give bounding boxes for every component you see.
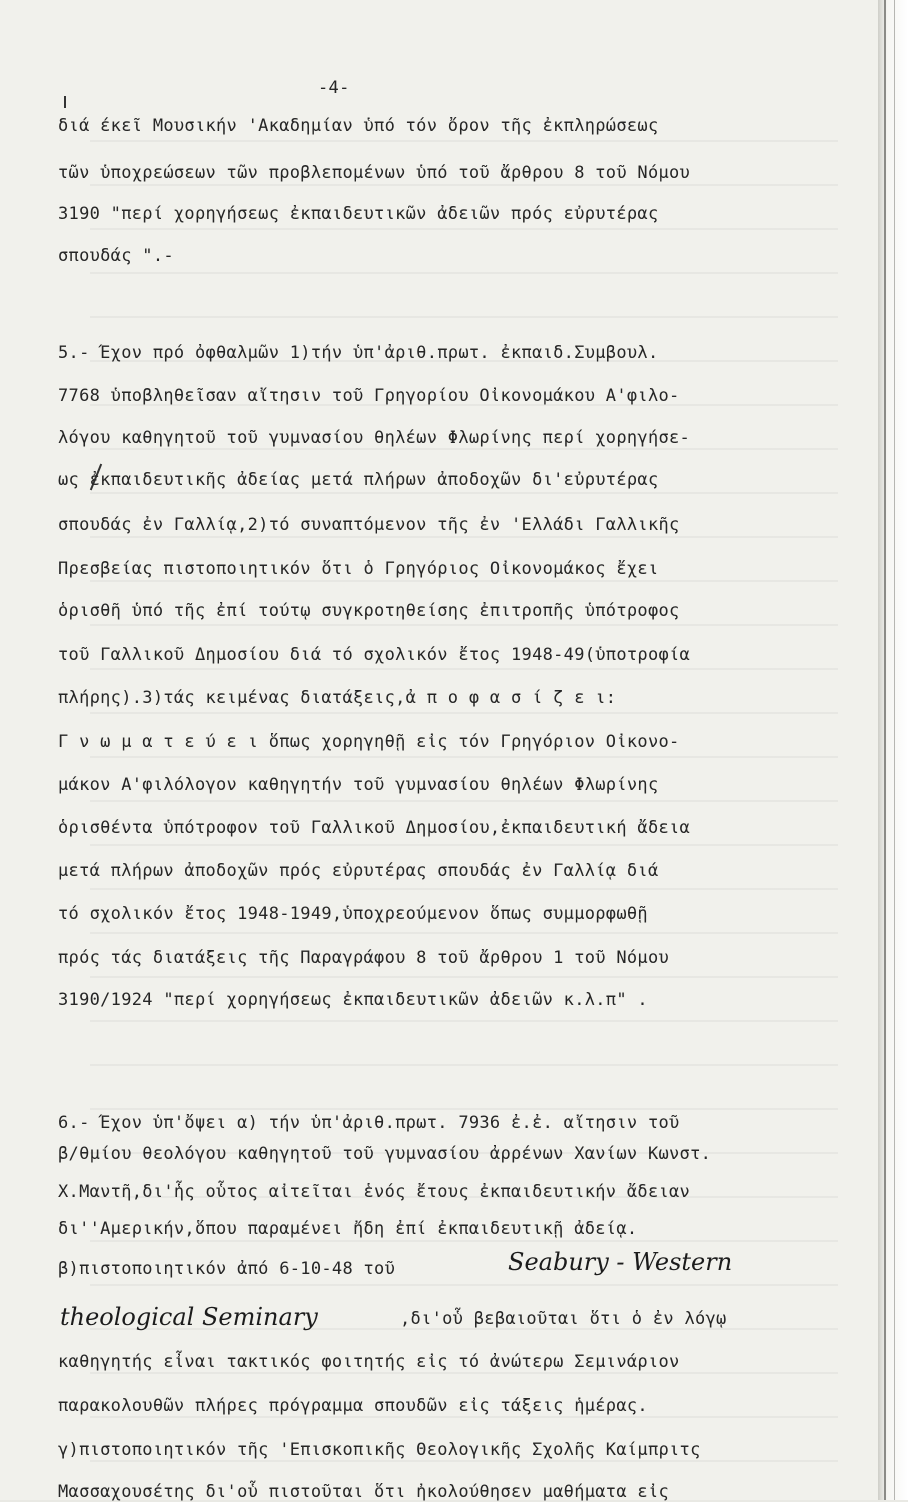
text-line-30: Μασσαχουσέτης δι'οὗ πιστοῦται ὅτι ἠκολούθησεν μαθήματα εἰς [58, 1482, 670, 1502]
text-line-4: σπουδάς ".- [58, 246, 174, 266]
page-edge-line [884, 0, 886, 1500]
text-line-10: Πρεσβείας πιστοποιητικόν ὅτι ὁ Γρηγόριος Οἰκονομάκος ἔχει [58, 559, 659, 579]
text-line-12: τοῦ Γαλλικοῦ Δημοσίου διά τό σχολικόν ἔτος 1948-49(ὑποτροφία [58, 645, 691, 665]
text-line-13: πλήρης).3)τάς κειμένας διατάξεις,ἀ π ο φ α σ ί ζ ε ι: [58, 688, 617, 708]
text-line-17: μετά πλήρων ἀποδοχῶν πρός εὐρυτέρας σπουδάς ἐν Γαλλίᾳ διά [58, 861, 659, 881]
text-line-28: παρακολουθῶν πλήρες πρόγραμμα σπουδῶν εἰς τάξεις ἡμέρας. [58, 1396, 648, 1416]
text-line-9: σπουδάς ἐν Γαλλίᾳ,2)τό συναπτόμενον τῆς ἐν 'Ελλάδι Γαλλικῆς [58, 515, 680, 535]
text-line-7: λόγου καθηγητοῦ τοῦ γυμνασίου θηλέων Φλωρίνης περί χορηγήσε- [58, 428, 691, 448]
text-line-15: μάκον Α'φιλόλογον καθηγητήν τοῦ γυμνασίου θηλέων Φλωρίνης [58, 775, 659, 795]
text-line-27: καθηγητής εἶναι τακτικός φοιτητής εἰς τό ἀνώτερω Σεμινάριον [58, 1352, 680, 1372]
margin-mark [64, 96, 66, 108]
text-line-19: πρός τάς διατάξεις τῆς Παραγράφου 8 τοῦ ἄρθρου 1 τοῦ Νόμου [58, 948, 670, 968]
text-line-8: ως ἐκπαιδευτικῆς ἀδείας μετά πλήρων ἀποδοχῶν δι'εὐρυτέρας [58, 470, 659, 490]
text-line-3: 3190 "περί χορηγήσεως ἐκπαιδευτικῶν ἀδειῶν πρός εὐρυτέρας [58, 204, 659, 224]
text-line-6: 7768 ὑποβληθεῖσαν αἴτησιν τοῦ Γρηγορίου Οἰκονομάκου Α'φιλο- [58, 386, 680, 406]
text-line-1: διά έκεῖ Μουσικήν 'Ακαδημίαν ὑπό τόν ὄρον τῆς ἐκπληρώσεως [58, 116, 659, 136]
text-line-2: τῶν ὑποχρεώσεων τῶν προβλεπομένων ὑπό τοῦ ἄρθρου 8 τοῦ Νόμου [58, 163, 691, 183]
text-line-14: Γ ν ω μ α τ ε ύ ε ι ὅπως χορηγηθῇ εἰς τόν Γρηγόριον Οἰκονο- [58, 732, 680, 752]
text-line-23: Χ.Μαντῆ,δι'ἧς οὗτος αἰτεῖται ἑνός ἔτους ἐκπαιδευτικήν ἄδειαν [58, 1182, 691, 1202]
text-line-16: ὁρισθέντα ὑπότροφον τοῦ Γαλλικοῦ Δημοσίου,ἐκπαιδευτική ἄδεια [58, 818, 691, 838]
text-line-21: 6.- Έχον ὑπ'ὄψει α) τήν ὑπ'ἀριθ.πρωτ. 7936 ἐ.ἐ. αἴτησιν τοῦ [58, 1113, 680, 1133]
text-line-29: γ)πιστοποιητικόν τῆς 'Επισκοπικῆς Θεολογικῆς Σχολῆς Καίμπριτς [58, 1440, 701, 1460]
text-line-25: β)πιστοποιητικόν ἀπό 6-10-48 τοῦ [58, 1259, 396, 1279]
text-line-18: τό σχολικόν ἔτος 1948-1949,ὑποχρεούμενον ὅπως συμμορφωθῇ [58, 904, 648, 924]
bleed-through-text [90, 110, 838, 1500]
page-edge-line-2 [894, 0, 895, 1500]
text-line-5: 5.- Έχον πρό ὀφθαλμῶν 1)τήν ὑπ'ἀριθ.πρωτ. ἐκπαιδ.Συμβουλ. [58, 343, 659, 363]
handwritten-seminary-word: theological Seminary [60, 1303, 318, 1331]
page-edge [878, 0, 908, 1500]
text-line-24: δι''Αμερικήν,ὅπου παραμένει ἤδη ἐπί ἐκπαιδευτικῇ ἀδείᾳ. [58, 1219, 638, 1239]
text-line-26: ,δι'οὗ βεβαιοῦται ὅτι ὁ ἐν λόγῳ [400, 1309, 727, 1329]
handwritten-seminary-name: Seabury - Western [508, 1248, 733, 1276]
text-line-22: β/θμίου θεολόγου καθηγητοῦ τοῦ γυμνασίου ἀρρένων Χανίων Κωνστ. [58, 1144, 712, 1164]
text-line-11: ὁρισθῆ ὑπό τῆς ἐπί τούτῳ συγκροτηθείσης ἐπιτροπῆς ὑπότροφος [58, 601, 680, 621]
text-line-20: 3190/1924 "περί χορηγήσεως ἐκπαιδευτικῶν ἀδειῶν κ.λ.π" . [58, 990, 648, 1010]
page-number: -4- [318, 78, 350, 98]
